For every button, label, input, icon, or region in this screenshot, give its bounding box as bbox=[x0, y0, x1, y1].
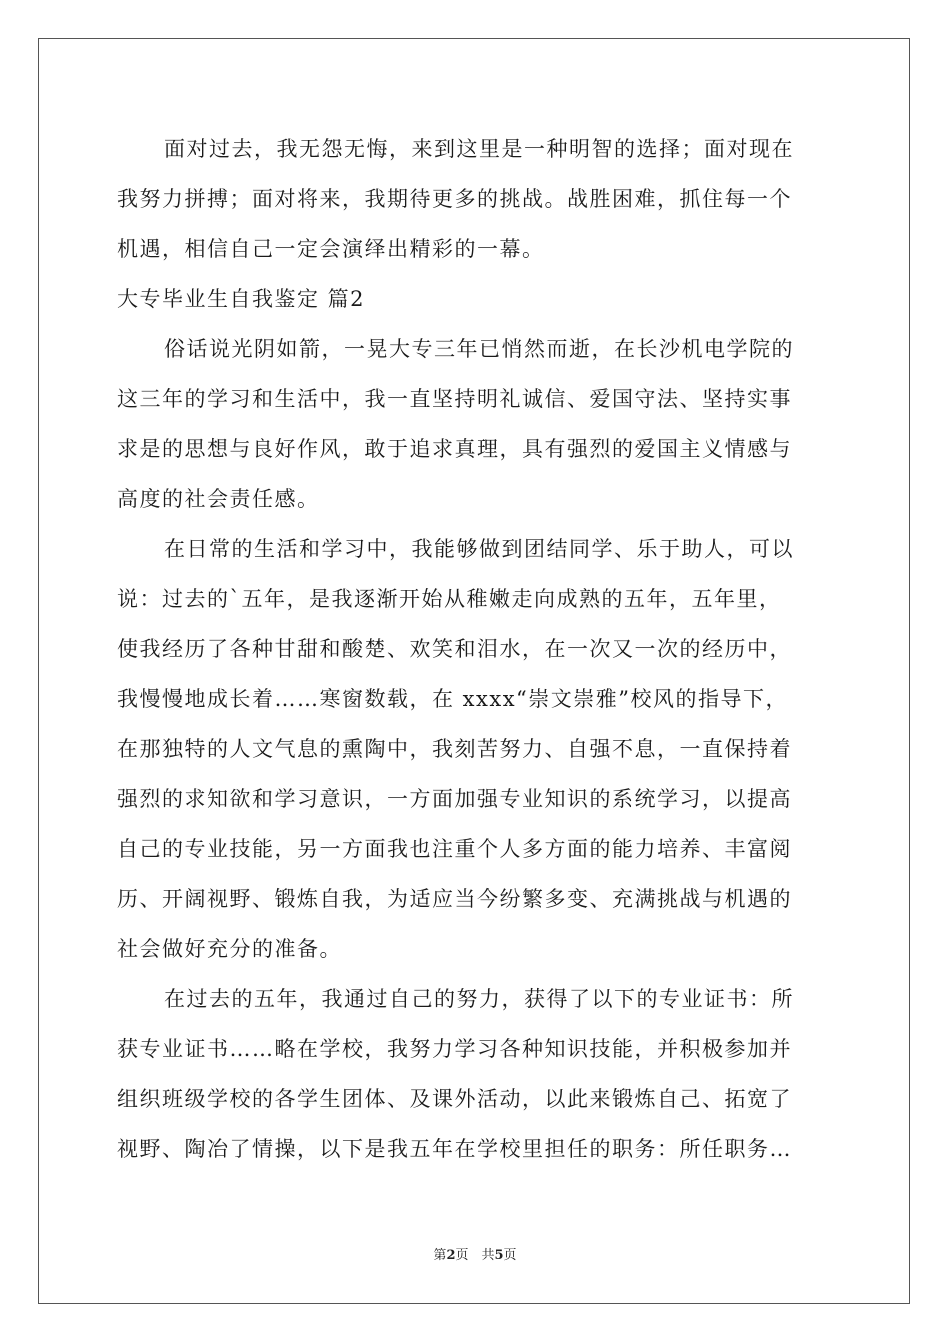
paragraph-line: 历、开阔视野、锻炼自我，为适应当今纷繁多变、充满挑战与机遇的 bbox=[117, 887, 792, 911]
paragraph-line: 社会做好充分的准备。 bbox=[117, 937, 342, 961]
paragraph-line: 俗话说光阴如箭，一晃大专三年已悄然而逝，在长沙机电学院的 bbox=[164, 337, 794, 361]
paragraph-line: 面对过去，我无怨无悔，来到这里是一种明智的选择；面对现在 bbox=[164, 137, 794, 161]
paragraph-line: 视野、陶冶了情操，以下是我五年在学校里担任的职务：所任职务… bbox=[117, 1137, 792, 1161]
paragraph-line: 组织班级学校的各学生团体、及课外活动，以此来锻炼自己、拓宽了 bbox=[117, 1087, 792, 1111]
page-border bbox=[38, 38, 910, 1304]
paragraph-line: 说：过去的`五年，是我逐渐开始从稚嫩走向成熟的五年，五年里， bbox=[117, 587, 782, 611]
current-page-number: 2 bbox=[446, 1248, 456, 1263]
page-prefix: 第 bbox=[433, 1248, 447, 1263]
page-suffix: 页 bbox=[503, 1248, 517, 1263]
paragraph-line: 求是的思想与良好作风，敢于追求真理，具有强烈的爱国主义情感与 bbox=[117, 437, 792, 461]
paragraph-line: 在那独特的人文气息的熏陶中，我刻苦努力、自强不息，一直保持着 bbox=[117, 737, 792, 761]
page-separator: 页 共 bbox=[455, 1248, 495, 1263]
total-page-number: 5 bbox=[494, 1248, 504, 1263]
paragraph-line: 我努力拼搏；面对将来，我期待更多的挑战。战胜困难，抓住每一个 bbox=[117, 187, 792, 211]
paragraph-line: 机遇，相信自己一定会演绎出精彩的一幕。 bbox=[117, 237, 545, 261]
paragraph-line: 自己的专业技能，另一方面我也注重个人多方面的能力培养、丰富阅 bbox=[117, 837, 792, 861]
paragraph-line: 在过去的五年，我通过自己的努力，获得了以下的专业证书：所 bbox=[164, 987, 794, 1011]
paragraph-line: 强烈的求知欲和学习意识，一方面加强专业知识的系统学习，以提高 bbox=[117, 787, 792, 811]
paragraph-line: 高度的社会责任感。 bbox=[117, 487, 320, 511]
paragraph-line: 我慢慢地成长着……寒窗数载，在 xxxx“崇文崇雅”校风的指导下， bbox=[117, 687, 789, 711]
page-number-footer bbox=[0, 1247, 950, 1265]
paragraph-line: 获专业证书……略在学校，我努力学习各种知识技能，并积极参加并 bbox=[117, 1037, 792, 1061]
section-heading: 大专毕业生自我鉴定 篇2 bbox=[117, 287, 366, 311]
paragraph-line: 这三年的学习和生活中，我一直坚持明礼诚信、爱国守法、坚持实事 bbox=[117, 387, 792, 411]
paragraph-line: 在日常的生活和学习中，我能够做到团结同学、乐于助人，可以 bbox=[164, 537, 794, 561]
paragraph-line: 使我经历了各种甘甜和酸楚、欢笑和泪水，在一次又一次的经历中， bbox=[117, 637, 792, 661]
